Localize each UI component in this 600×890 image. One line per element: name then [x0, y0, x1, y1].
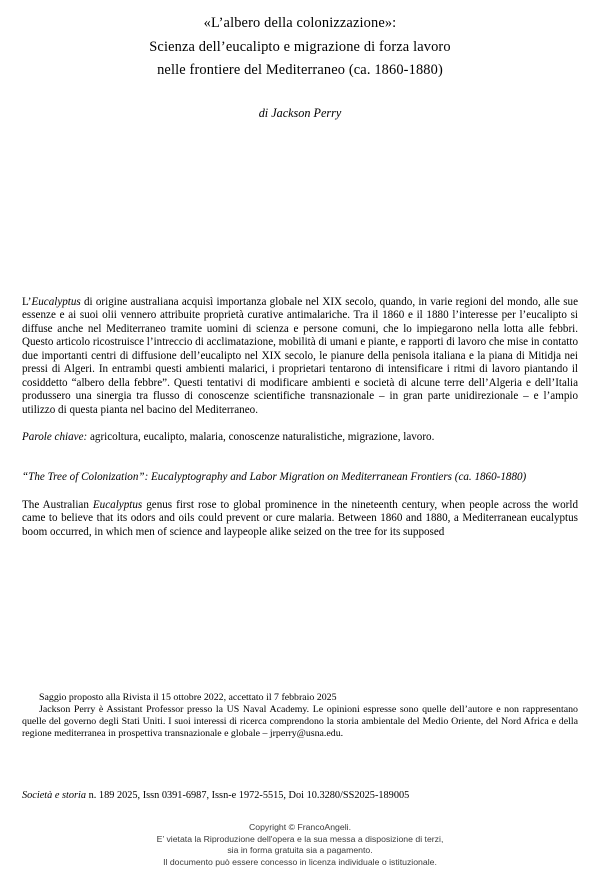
journal-citation-details: n. 189 2025, Issn 0391-6987, Issn-e 1972-5515, Doi 10.3280/SS2025-189005 [86, 790, 410, 801]
keywords-row [22, 431, 578, 445]
abstract-lead-text: L’ [22, 295, 32, 308]
abstract-italian [22, 296, 578, 418]
copyright-line-1: Copyright © FrancoAngeli. [248, 822, 351, 832]
article-title-line-2: Scienza dell’eucalipto e migrazione di forza lavoro [149, 38, 451, 55]
article-title-line-1: «L’albero della colonizzazione»: [203, 15, 397, 31]
footnote-author-bio: Jackson Perry è Assistant Professor presso la US Naval Academy. Le opinioni espresse sono quelle dell’autore e non rappresentano quelle del governo degli Stati Uniti. I suoi interessi di ricerca comprendono la storia ambientale del Medio Oriente, del Nord Africa e della regione mediterranea in prospettiva transnazionale e globale – jrperry@usna.edu. [22, 704, 578, 740]
genus-name-italic-en: Eucalyptus [92, 498, 143, 511]
keywords-label: Parole chiave: [22, 430, 88, 443]
abstract-italian-body: di origine australiana acquisì importanza globale nel XIX secolo, quando, in varie regioni del mondo, alle sue essenze e ai suoi olii vennero attribuite proprietà curative antimalariche. Tra il 1860 e il 1880 l’interesse per l’eucalipto si diffuse anche nel Mediterraneo tramite uomini di scienza e persone comuni, che lo impiegarono nella lotta alle febbri. Questo articolo ricostruisce l’intreccio di acclimatazione, mobilità di umani e piante, e rapporti di lavoro che mise in contatto due importanti centri di diffusione dell’eucalipto nel XIX secolo, le pianure della penisola italiana e la piana di Mitidja nei pressi di Algeri. In entrambi questi ambienti malarici, i proprietari tentarono di intensificare i ritmi di lavoro piantando il cosiddetto “albero della febbre”. Questi tentativi di modificare ambienti e società di alcune terre dell’Algeria e dell’Italia produssero una sinergia tra flusso di conoscenze scientifiche transnazionale – in gran parte unidirezionale – e l’ampio utilizzo di questa pianta nel bacino del Mediterraneo. [22, 295, 578, 416]
copyright-line-3: sia in forma gratuita sia a pagamento. [227, 845, 373, 856]
copyright-line-2: E’ vietata la Riproduzione dell'opera e la sua messa a disposizione di terzi, [156, 833, 444, 844]
journal-citation [22, 789, 584, 802]
footnote-submission-dates: Saggio proposto alla Rivista il 15 ottobre 2022, accettato il 7 febbraio 2025 [39, 692, 337, 703]
keywords-values: agricoltura, eucalipto, malaria, conoscenze naturalistiche, migrazione, lavoro. [89, 430, 435, 443]
footnote-block [22, 692, 578, 740]
copyright-footer [0, 822, 600, 868]
author-byline: di Jackson Perry [258, 105, 342, 120]
article-title-block [22, 12, 578, 83]
genus-name-italic: Eucalyptus [31, 295, 81, 308]
english-title: “The Tree of Colonization”: Eucalyptography and Labor Migration on Mediterranean Frontiers (ca. 1860-1880) [22, 471, 527, 484]
copyright-line-4: Il documento può essere concesso in licenza individuale o istituzionale. [163, 856, 437, 867]
abstract-english-lead: The Australian [22, 498, 93, 511]
article-title-line-3: nelle frontiere del Mediterraneo (ca. 1860-1880) [157, 62, 443, 78]
abstract-english-body: genus first rose to global prominence in the nineteenth century, when people across the world came to believe that its odors and oils could prevent or cure malaria. Between 1860 and 1880, a Mediterranean eucalyptus boom occurred, in which men of science and laypeople alike seized on the tree for its supposed [22, 498, 578, 538]
abstract-english [22, 499, 578, 540]
abstract-area [22, 296, 578, 540]
journal-name: Società e storia [22, 790, 87, 801]
